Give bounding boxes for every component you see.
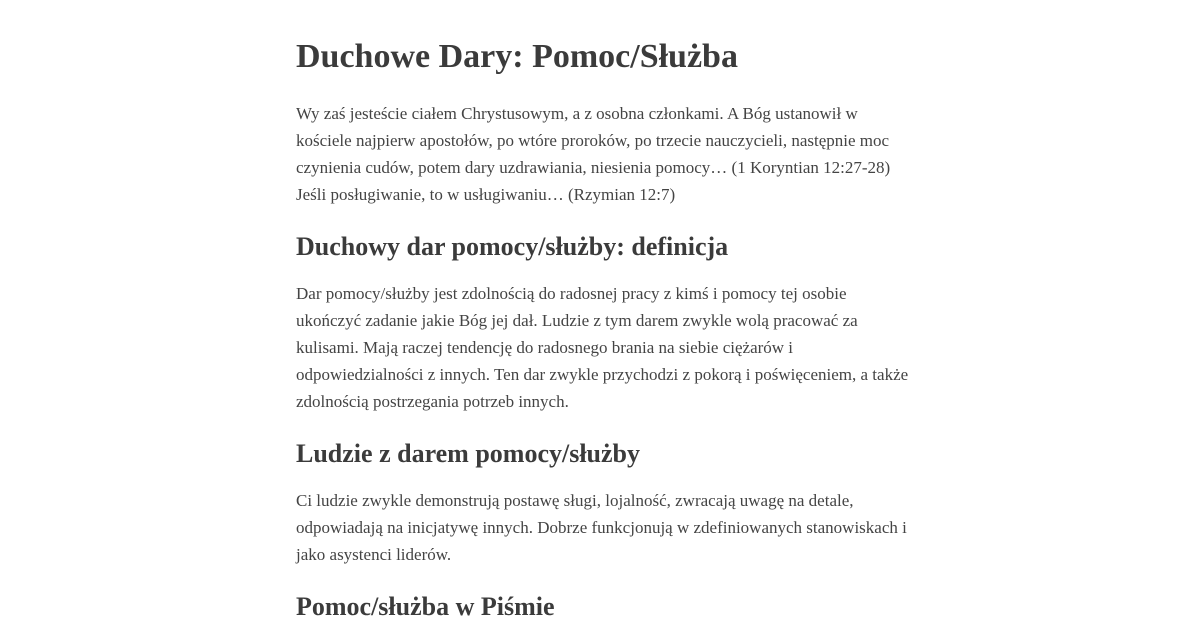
paragraph-line: ukończyć zadanie jakie Bóg jej dał. Ludzie z tym darem zwykle wolą pracować za xyxy=(296,311,858,330)
intro-line: Wy zaś jesteście ciałem Chrystusowym, a z osobna członkami. A Bóg ustanowił w xyxy=(296,104,858,123)
paragraph-line: Ci ludzie zwykle demonstrują postawę sługi, lojalność, zwracają uwagę na detale, xyxy=(296,491,854,510)
page-title: Duchowe Dary: Pomoc/Służba xyxy=(296,38,738,75)
intro-line: kościele najpierw apostołów, po wtóre proroków, po trzecie nauczycieli, następnie moc xyxy=(296,131,890,150)
paragraph-line: odpowiedzialności z innych. Ten dar zwykle przychodzi z pokorą i poświęceniem, a także xyxy=(296,365,909,384)
definition-paragraph xyxy=(296,280,916,415)
article-content xyxy=(296,36,916,630)
paragraph-line: Dar pomocy/służby jest zdolnością do radosnej pracy z kimś i pomocy tej osobie xyxy=(296,284,847,303)
section-heading-scripture: Pomoc/służba w Piśmie xyxy=(296,592,555,621)
paragraph-line: odpowiadają na inicjatywę innych. Dobrze funkcjonują w zdefiniowanych stanowiskach i xyxy=(296,518,907,537)
paragraph-line: zdolnością postrzegania potrzeb innych. xyxy=(296,392,569,411)
people-paragraph xyxy=(296,487,916,568)
intro-line: czynienia cudów, potem dary uzdrawiania, niesienia pomocy… (1 Koryntian 12:27-28) xyxy=(296,158,891,177)
paragraph-line: jako asystenci liderów. xyxy=(296,545,452,564)
intro-line: Jeśli posługiwanie, to w usługiwaniu… (Rzymian 12:7) xyxy=(296,185,676,204)
paragraph-line: kulisami. Mają raczej tendencję do radosnego brania na siebie ciężarów i xyxy=(296,338,794,357)
section-heading-people: Ludzie z darem pomocy/służby xyxy=(296,439,641,468)
intro-paragraph xyxy=(296,100,916,208)
section-heading-definition: Duchowy dar pomocy/służby: definicja xyxy=(296,232,729,261)
